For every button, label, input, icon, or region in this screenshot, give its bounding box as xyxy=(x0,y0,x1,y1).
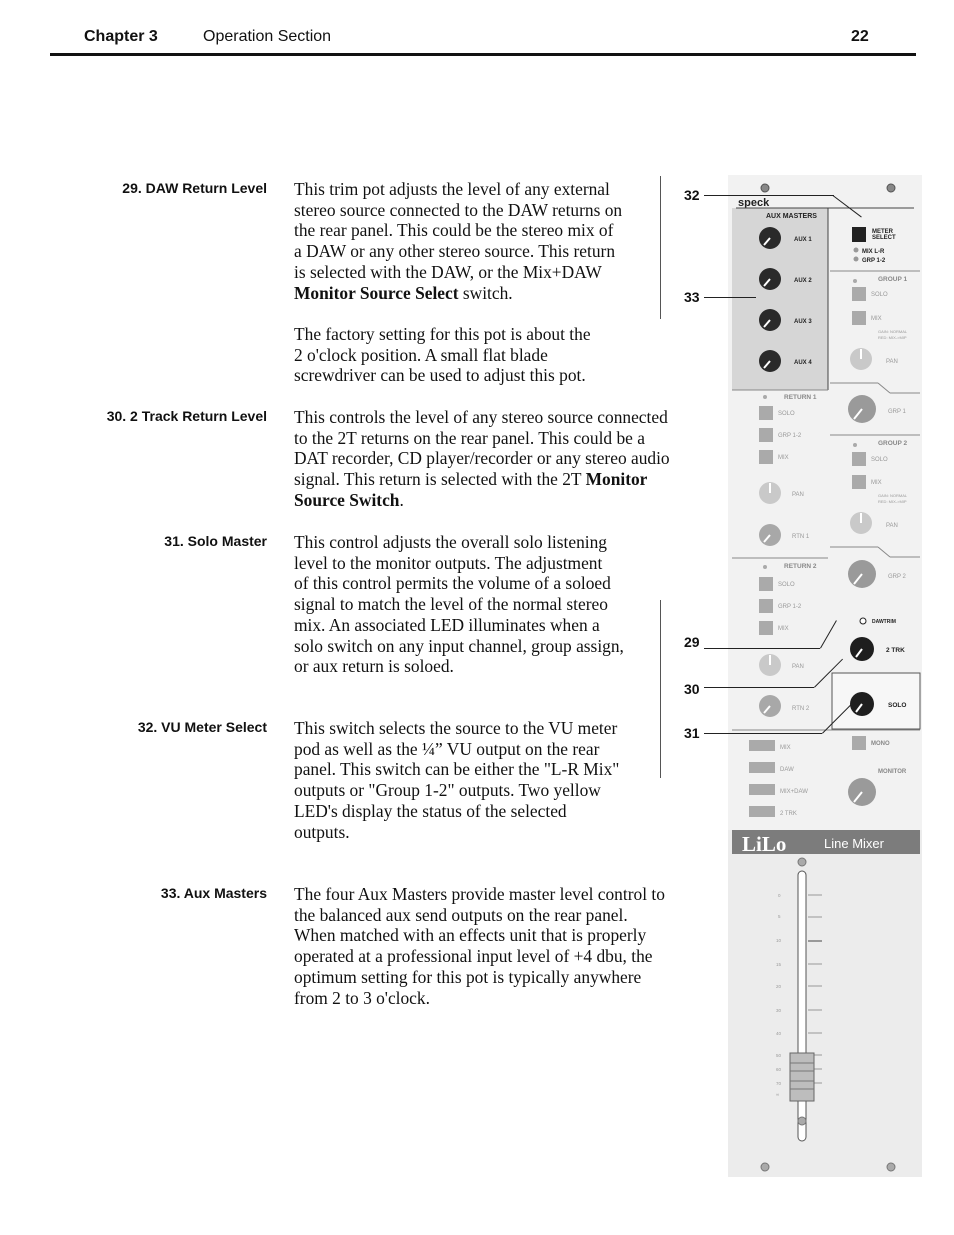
bold-phrase: Monitor Source Select xyxy=(294,282,459,303)
svg-text:∞: ∞ xyxy=(776,1092,780,1097)
paragraph xyxy=(294,407,670,511)
text-line: to the 2T returns on the rear panel. This could be a xyxy=(294,427,645,448)
svg-text:SOLO: SOLO xyxy=(778,411,795,417)
text-line: signal to match the level of the normal stereo xyxy=(294,594,608,615)
section-body-aux-masters xyxy=(294,884,665,1008)
text-line: from 2 to 3 o'clock. xyxy=(294,987,430,1008)
text-line: optimum setting for this pot is typically anywhere xyxy=(294,966,642,987)
aux1-label: AUX 1 xyxy=(794,237,812,243)
aux4-knob xyxy=(759,350,781,372)
svg-text:GRP 1-2: GRP 1-2 xyxy=(778,433,802,439)
svg-text:5: 5 xyxy=(778,914,781,919)
section-body-daw-return xyxy=(294,179,622,386)
section-body-solo-master xyxy=(294,532,624,677)
svg-text:PAN: PAN xyxy=(792,492,804,498)
section-body-vu-meter-select xyxy=(294,718,619,842)
aux4-label: AUX 4 xyxy=(794,360,812,366)
text-line: of this control permits the volume of a soloed xyxy=(294,573,611,594)
text-line: solo switch on any input channel, group assign, xyxy=(294,635,624,656)
svg-text:GRP 2: GRP 2 xyxy=(888,574,906,580)
svg-text:MIX+DAW: MIX+DAW xyxy=(780,789,808,795)
text-line: panel. This switch can be either the "L-R Mix" xyxy=(294,759,620,780)
aux-masters-label: AUX MASTERS xyxy=(766,213,817,220)
text-line: 2 o'clock position. A small flat blade xyxy=(294,344,548,365)
svg-text:SOLO: SOLO xyxy=(778,582,795,588)
text-line: or aux return is soloed. xyxy=(294,656,454,677)
text-line: mix. An associated LED illuminates when a xyxy=(294,614,600,635)
text-tail: . xyxy=(399,489,404,510)
two-trk-label: 2 TRK xyxy=(886,647,905,654)
paragraph xyxy=(294,324,622,386)
text-line: This control adjusts the overall solo listening xyxy=(294,532,607,552)
group2-label: GROUP 2 xyxy=(878,440,908,447)
svg-text:DAW: DAW xyxy=(780,767,794,773)
svg-text:MIX: MIX xyxy=(780,745,791,751)
svg-text:30: 30 xyxy=(776,1008,782,1013)
text-line: screwdriver can be used to adjust this pot. xyxy=(294,365,586,386)
text-line: a DAW or any other stereo source. This return xyxy=(294,241,616,262)
svg-text:MONO: MONO xyxy=(871,741,890,747)
led-label-grp: GRP 1-2 xyxy=(862,258,886,264)
change-bar xyxy=(660,176,661,319)
paragraph xyxy=(294,884,665,1008)
aux3-label: AUX 3 xyxy=(794,319,812,325)
paragraph xyxy=(294,179,622,303)
brand-logo: speck xyxy=(738,197,770,209)
aux2-knob xyxy=(759,268,781,290)
svg-text:10: 10 xyxy=(776,938,782,943)
group1-label: GROUP 1 xyxy=(878,276,908,283)
svg-text:15: 15 xyxy=(776,962,782,967)
return1-label: RETURN 1 xyxy=(784,394,817,401)
svg-text:PAN: PAN xyxy=(792,664,804,670)
text-line: pod as well as the ¼” VU output on the rear xyxy=(294,738,600,759)
svg-text:MIX: MIX xyxy=(871,480,882,486)
section-body-2track-return xyxy=(294,407,670,511)
header-rule xyxy=(50,53,916,56)
svg-text:RED: MIX->MIP: RED: MIX->MIP xyxy=(878,335,907,340)
callout-32: 32 xyxy=(684,187,700,203)
text-line: operated at a professional input level of +4 dbu, the xyxy=(294,946,653,967)
change-bar xyxy=(660,600,661,778)
bold-phrase: Source Switch xyxy=(294,489,400,510)
callout-30: 30 xyxy=(684,681,700,697)
text-line: outputs. xyxy=(294,821,350,842)
svg-text:70: 70 xyxy=(776,1081,782,1086)
text-line: the rear panel. This could be the stereo mix of xyxy=(294,220,614,241)
aux3-knob xyxy=(759,309,781,331)
svg-text:60: 60 xyxy=(776,1067,782,1072)
section-title-aux-masters: 33. Aux Masters xyxy=(160,885,267,901)
led-label-mix: MIX L-R xyxy=(862,249,885,255)
svg-text:40: 40 xyxy=(776,1031,782,1036)
dawtrim-label: DAWTRIM xyxy=(872,619,896,625)
solo-master-label: SOLO xyxy=(888,702,907,709)
bold-phrase: Monitor xyxy=(585,469,648,490)
section-title-vu-meter-select: 32. VU Meter Select xyxy=(137,719,267,735)
svg-text:0: 0 xyxy=(778,893,781,898)
paragraph xyxy=(294,532,624,677)
meter-select-label: SELECT xyxy=(872,235,896,241)
text-line: The four Aux Masters provide master level control to xyxy=(294,884,665,904)
callout-31: 31 xyxy=(684,725,700,741)
svg-text:2 TRK: 2 TRK xyxy=(780,811,797,817)
svg-text:MIX: MIX xyxy=(871,316,882,322)
callout-29: 29 xyxy=(684,634,700,650)
svg-text:MIX: MIX xyxy=(778,455,789,461)
paragraph xyxy=(294,718,619,842)
section-title-solo-master: 31. Solo Master xyxy=(164,533,267,549)
svg-text:SOLO: SOLO xyxy=(871,457,888,463)
text-line: LED's display the status of the selected xyxy=(294,800,567,821)
text-line: the balanced aux send outputs on the rear panel. xyxy=(294,904,628,925)
svg-text:GRP 1-2: GRP 1-2 xyxy=(778,604,802,610)
text-line: This controls the level of any stereo source connected xyxy=(294,407,668,427)
fader-cap xyxy=(790,1053,814,1101)
two-trk-knob xyxy=(850,637,874,661)
svg-text:SOLO: SOLO xyxy=(871,292,888,298)
product-name: Line Mixer xyxy=(824,836,884,851)
svg-text:PAN: PAN xyxy=(886,523,898,529)
meter-select-switch xyxy=(852,227,866,242)
text-line: The factory setting for this pot is about the xyxy=(294,323,591,344)
text-line: When matched with an effects unit that is properly xyxy=(294,925,647,946)
leader-line-30 xyxy=(704,687,814,688)
svg-text:RTN 1: RTN 1 xyxy=(792,534,810,540)
text-line: This switch selects the source to the VU meter xyxy=(294,718,618,738)
svg-text:PAN: PAN xyxy=(886,359,898,365)
lilo-logo: LiLo xyxy=(742,832,787,856)
chapter-label: Chapter 3 xyxy=(84,28,158,45)
text-line: level to the monitor outputs. The adjustment xyxy=(294,552,603,573)
svg-text:GAIN: NORMAL: GAIN: NORMAL xyxy=(878,493,908,498)
section-name: Operation Section xyxy=(203,28,332,45)
aux1-knob xyxy=(759,227,781,249)
meter-select-label: METER xyxy=(872,229,893,235)
callout-33: 33 xyxy=(684,289,700,305)
svg-text:RTN 2: RTN 2 xyxy=(792,706,810,712)
leader-line-32 xyxy=(704,195,834,196)
page-number: 22 xyxy=(851,28,869,45)
section-title-2track-return: 30. 2 Track Return Level xyxy=(106,408,267,424)
text-line: signal. This return is selected with the 2T xyxy=(294,469,586,490)
leader-line-33 xyxy=(704,297,756,298)
text-tail: switch. xyxy=(458,282,513,303)
text-line: is selected with the DAW, or the Mix+DAW xyxy=(294,261,602,282)
svg-text:GRP 1: GRP 1 xyxy=(888,409,906,415)
text-line: outputs or "Group 1-2" outputs. Two yellow xyxy=(294,780,601,801)
return2-label: RETURN 2 xyxy=(784,563,817,570)
text-line: stereo source connected to the DAW returns on xyxy=(294,199,623,220)
svg-text:MONITOR: MONITOR xyxy=(878,769,907,775)
svg-text:GAIN: NORMAL: GAIN: NORMAL xyxy=(878,329,908,334)
svg-text:MIX: MIX xyxy=(778,626,789,632)
section-title-daw-return: 29. DAW Return Level xyxy=(122,180,267,196)
svg-text:50: 50 xyxy=(776,1053,782,1058)
leader-line-29 xyxy=(704,648,820,649)
text-line: DAT recorder, CD player/recorder or any stereo audio xyxy=(294,448,670,469)
svg-text:RED: MIX->MIP: RED: MIX->MIP xyxy=(878,499,907,504)
svg-text:20: 20 xyxy=(776,984,782,989)
leader-line-31 xyxy=(704,733,822,734)
aux2-label: AUX 2 xyxy=(794,278,812,284)
solo-master-knob xyxy=(850,692,874,716)
text-line: This trim pot adjusts the level of any external xyxy=(294,179,610,199)
